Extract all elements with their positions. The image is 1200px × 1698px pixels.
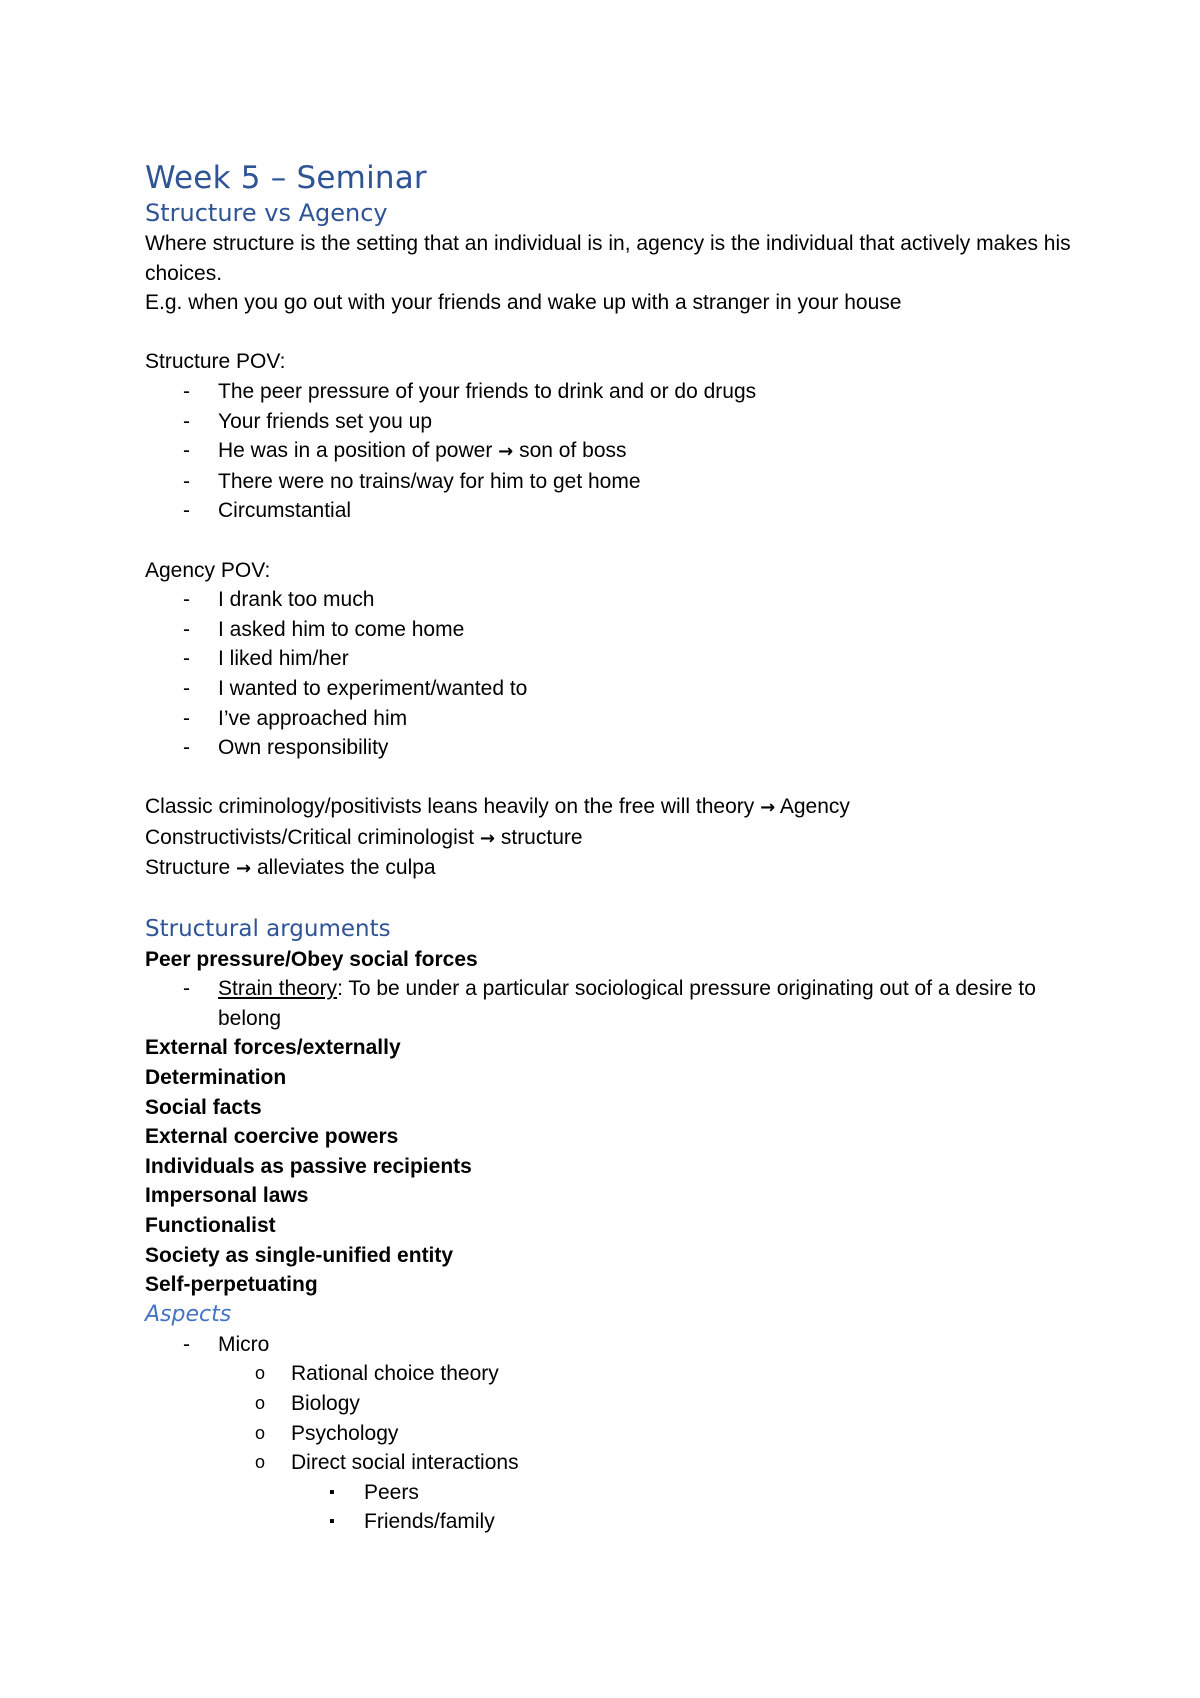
relation-structure (145, 853, 1085, 884)
list-item (145, 1359, 1085, 1389)
dash-marker: - (183, 469, 190, 493)
circle-bullet-icon: o (255, 1422, 266, 1443)
relation-constructivists (145, 823, 1085, 854)
structural-item: External coercive powers (145, 1125, 399, 1149)
strain-theory-term: Strain theory (218, 977, 338, 1001)
list-item-text: Peers (364, 1480, 419, 1504)
structural-item: Society as single-unified entity (145, 1243, 454, 1267)
arrow-right-icon: → (236, 858, 252, 880)
arrow-right-icon: → (760, 797, 776, 819)
list-item-text: The peer pressure of your friends to drink and or do drugs (218, 379, 757, 403)
intro-definition: Where structure is the setting that an individual is in, agency is the individual that actively makes his choices. (145, 232, 1071, 285)
circle-bullet-icon: o (255, 1452, 266, 1473)
list-item-text: I asked him to come home (218, 617, 465, 641)
aspects-list (145, 1330, 1085, 1537)
list-item-text: Own responsibility (218, 736, 389, 760)
arrow-right-icon: → (498, 441, 514, 463)
list-item-text: Rational choice theory (291, 1362, 499, 1386)
agency-pov-heading: Agency POV: (145, 558, 271, 582)
list-item (145, 615, 1085, 645)
structural-item: Self-perpetuating (145, 1273, 318, 1297)
list-item-text: son of boss (519, 439, 627, 463)
dash-marker: - (183, 379, 190, 403)
list-item (145, 733, 1085, 763)
list-item-text: I wanted to experiment/wanted to (218, 676, 528, 700)
dash-marker: - (183, 736, 190, 760)
document-body (145, 160, 1085, 1537)
list-item (145, 704, 1085, 734)
list-item (145, 1507, 1085, 1537)
list-item (145, 1389, 1085, 1419)
dash-marker: - (183, 439, 190, 463)
list-item (145, 377, 1085, 407)
dash-marker: - (183, 588, 190, 612)
structural-item: Impersonal laws (145, 1184, 309, 1208)
list-item-text: Circumstantial (218, 499, 352, 523)
list-item (145, 496, 1085, 526)
spacer (145, 884, 1085, 914)
list-item (145, 1330, 1085, 1360)
dash-marker: - (183, 706, 190, 730)
circle-bullet-icon: o (255, 1392, 266, 1413)
strain-theory-list (145, 974, 1085, 1033)
dash-marker: - (183, 617, 190, 641)
relation-right: Agency (779, 795, 850, 819)
square-bullet-icon: ▪ (329, 1483, 335, 1501)
list-item-text: Micro (218, 1332, 270, 1356)
list-item (145, 1419, 1085, 1449)
spacer (145, 526, 1085, 556)
list-item-text: I drank too much (218, 588, 375, 612)
relation-classic-criminology (145, 792, 1085, 823)
list-item (145, 974, 1085, 1033)
list-item-text: Psychology (291, 1421, 399, 1445)
structural-item: Social facts (145, 1095, 262, 1119)
spacer (145, 318, 1085, 348)
list-item-text: Direct social interactions (291, 1451, 519, 1475)
arrow-right-icon: → (479, 827, 496, 849)
peer-pressure-line: Peer pressure/Obey social forces (145, 947, 478, 971)
list-item-text: There were no trains/way for him to get home (218, 469, 641, 493)
dash-marker: - (183, 676, 190, 700)
relation-right: structure (500, 825, 583, 849)
list-item (145, 467, 1085, 497)
dash-marker: - (183, 977, 190, 1001)
list-item-text: Friends/family (364, 1510, 495, 1534)
structural-item: Determination (145, 1066, 287, 1090)
relation-left: Classic criminology/positivists leans heavily on the free will theory (145, 795, 761, 819)
dash-marker: - (183, 409, 190, 433)
relation-right: alleviates the culpa (256, 856, 436, 880)
circle-bullet-icon: o (255, 1363, 266, 1384)
list-item-text: I liked him/her (218, 647, 349, 671)
list-item (145, 407, 1085, 437)
relation-left: Structure (145, 856, 231, 880)
strain-theory-definition: : To be under a particular sociological pressure originating out of a desire to belong (218, 977, 1036, 1030)
structure-pov-heading: Structure POV: (145, 350, 286, 374)
subtitle-structure-vs-agency: Structure vs Agency (145, 199, 388, 227)
list-item (145, 585, 1085, 615)
list-item (145, 1478, 1085, 1508)
structural-arguments-heading: Structural arguments (145, 915, 391, 942)
dash-marker: - (183, 647, 190, 671)
list-item (145, 644, 1085, 674)
structure-pov-list (145, 377, 1085, 526)
structural-item: Functionalist (145, 1214, 276, 1237)
relation-left: Constructivists/Critical criminologist (145, 825, 475, 849)
list-item-text: He was in a position of power (218, 439, 493, 463)
square-bullet-icon: ▪ (329, 1513, 335, 1531)
agency-pov-list (145, 585, 1085, 763)
spacer (145, 763, 1085, 793)
list-item (145, 436, 1085, 467)
list-item-text: I’ve approached him (218, 706, 408, 730)
list-item-text: Biology (291, 1391, 360, 1415)
structural-item: Individuals as passive recipients (145, 1154, 472, 1178)
intro-example: E.g. when you go out with your friends and wake up with a stranger in your house (145, 291, 902, 315)
dash-marker: - (183, 1332, 190, 1356)
list-item-text: Your friends set you up (218, 409, 433, 433)
page-title: Week 5 – Seminar (145, 160, 427, 196)
dash-marker: - (183, 499, 190, 523)
aspects-heading: Aspects (145, 1301, 232, 1327)
list-item (145, 674, 1085, 704)
structural-item: External forces/externally (145, 1036, 401, 1060)
list-item (145, 1448, 1085, 1478)
